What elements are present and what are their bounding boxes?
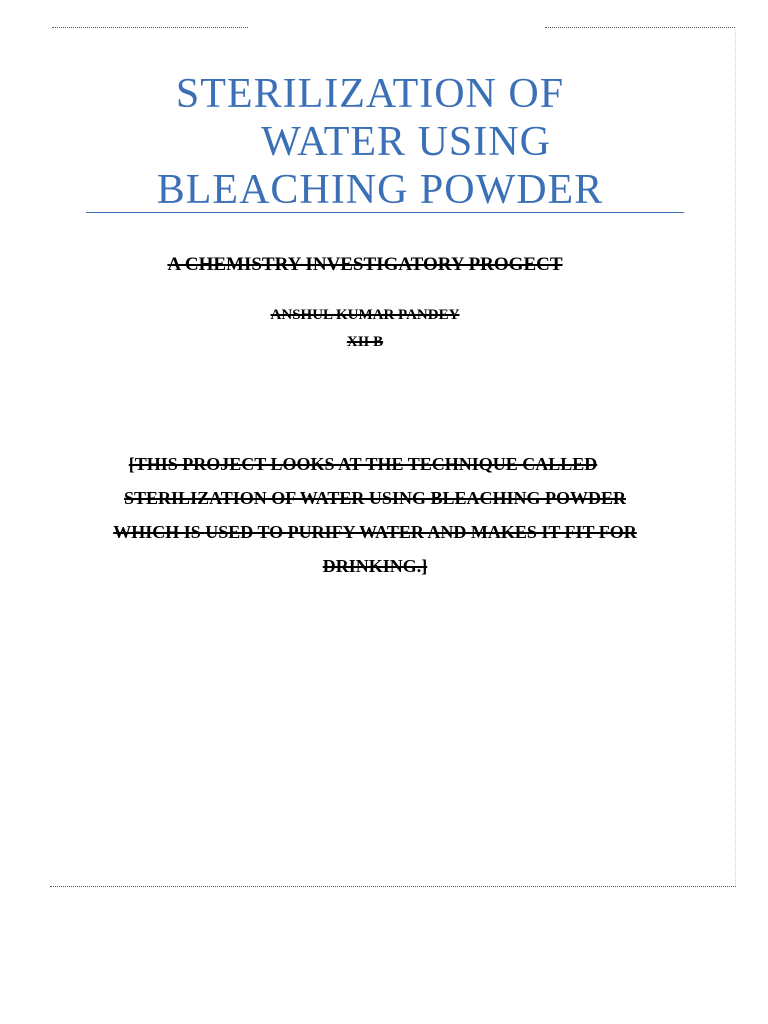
header-dotted-rule-left bbox=[52, 27, 248, 28]
abstract-line-2: STERILIZATION OF WATER USING BLEACHING POWDER bbox=[124, 488, 626, 508]
author-name: ANSHUL KUMAR PANDEY bbox=[270, 307, 460, 323]
abstract-line-3: WHICH IS USED TO PURIFY WATER AND MAKES IT FIT FOR bbox=[113, 522, 637, 542]
author-class: XII B bbox=[346, 334, 384, 350]
title-line-3: BLEACHING POWDER bbox=[156, 167, 604, 213]
title-line-2: WATER USING bbox=[261, 119, 551, 165]
footer-dotted-rule bbox=[50, 886, 736, 887]
document-subtitle: A CHEMISTRY INVESTIGATORY PROGECT bbox=[167, 254, 563, 275]
document-title bbox=[80, 70, 680, 214]
abstract-line-1: [THIS PROJECT LOOKS AT THE TECHNIQUE CALLED bbox=[128, 454, 598, 474]
abstract-line-4: DRINKING.] bbox=[322, 556, 428, 576]
title-underline bbox=[86, 212, 684, 213]
header-dotted-rule-right bbox=[545, 27, 735, 28]
page-border-right bbox=[735, 30, 736, 885]
title-line-1: STERILIZATION OF bbox=[175, 71, 565, 117]
abstract bbox=[70, 447, 680, 583]
